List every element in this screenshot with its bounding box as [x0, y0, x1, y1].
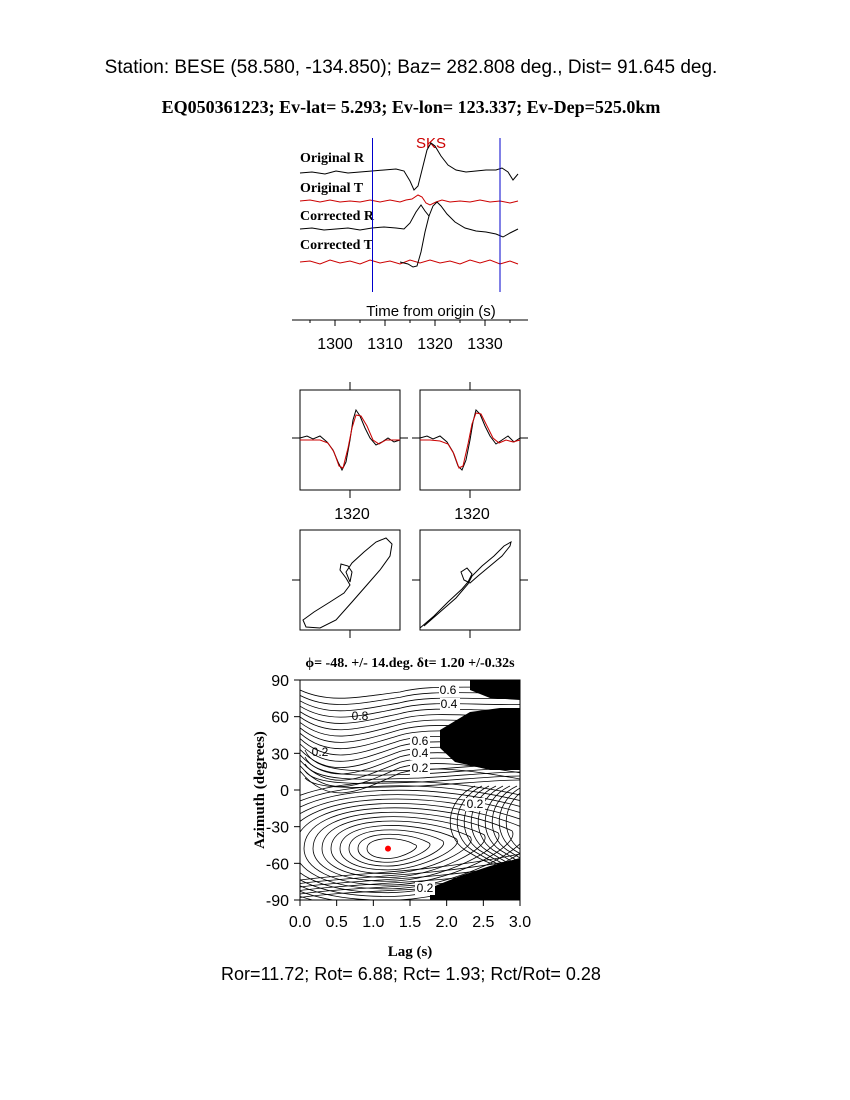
contour-y-tick-label: -30	[265, 819, 289, 837]
overlay-right-tick: 1320	[454, 506, 490, 523]
contour-label: 0.2	[466, 797, 484, 811]
contour-panel	[250, 656, 597, 960]
trace-label-corrected-r: Corrected R	[300, 209, 374, 224]
best-fit-marker	[385, 846, 391, 852]
traces-tick-label: 1320	[417, 336, 453, 353]
contour-title: ϕ= -48. +/- 14.deg. δt= 1.20 +/-0.32s	[305, 656, 515, 671]
traces-tick-label: 1310	[367, 336, 403, 353]
contour-label: 0.6	[411, 734, 429, 748]
contour-y-tick-label: 60	[271, 709, 289, 727]
trace-original-t	[300, 195, 518, 205]
traces-tick-label: 1330	[467, 336, 503, 353]
contour-label: 0.2	[311, 745, 329, 759]
contour-xlabel: Lag (s)	[387, 944, 433, 960]
contour-x-tick-label: 0.0	[288, 914, 312, 931]
contour-ylabel: Azimuth (degrees)	[252, 731, 268, 849]
trace-corrected-t	[300, 260, 518, 264]
overlay-left-tick: 1320	[334, 506, 370, 523]
contour-x-tick-label: 2.0	[435, 914, 458, 931]
contour-y-tick-label: -60	[265, 856, 289, 874]
contour-x-tick-label: 1.5	[398, 914, 422, 931]
contour-label: 0.8	[351, 709, 369, 723]
overlay-panel-left	[292, 382, 408, 498]
trace-label-original-r: Original R	[300, 151, 365, 166]
contour-label: 0.2	[416, 881, 434, 895]
traces-tick-label: 1300	[317, 336, 353, 353]
contour-y-tick-label: -90	[265, 893, 289, 910]
contour-x-tick-label: 0.5	[325, 914, 348, 931]
contour-label: 0.6	[439, 683, 457, 697]
contour-label: 0.4	[411, 746, 429, 760]
trace-corrected-r-pulse	[400, 216, 429, 267]
contour-x-tick-label: 1.0	[362, 914, 385, 931]
footer-stats: Ror=11.72; Rot= 6.88; Rct= 1.93; Rct/Rot= 0.28	[221, 964, 601, 984]
contour-x-tick-label: 2.5	[472, 914, 495, 931]
particle-motion-after	[412, 530, 528, 638]
event-info: EQ050361223; Ev-lat= 5.293; Ev-lon= 123.337; Ev-Dep=525.0km	[161, 97, 661, 117]
overlay-panel-right	[412, 382, 528, 498]
phase-label: SKS	[415, 135, 447, 152]
station-info: Station: BESE (58.580, -134.850); Baz= 282.808 deg., Dist= 91.645 deg.	[104, 57, 718, 78]
trace-label-corrected-t: Corrected T	[300, 238, 373, 253]
trace-label-original-t: Original T	[300, 181, 364, 196]
contour-label: 0.4	[440, 697, 458, 711]
traces-panel	[292, 135, 528, 353]
contour-label: 0.2	[411, 761, 429, 775]
contour-y-tick-label: 90	[271, 673, 289, 690]
contour-y-tick-label: 0	[280, 783, 289, 800]
traces-xlabel: Time from origin (s)	[366, 303, 496, 320]
particle-motion-before	[292, 530, 400, 638]
contour-x-tick-label: 3.0	[508, 914, 532, 931]
contour-y-tick-label: 30	[271, 746, 289, 764]
